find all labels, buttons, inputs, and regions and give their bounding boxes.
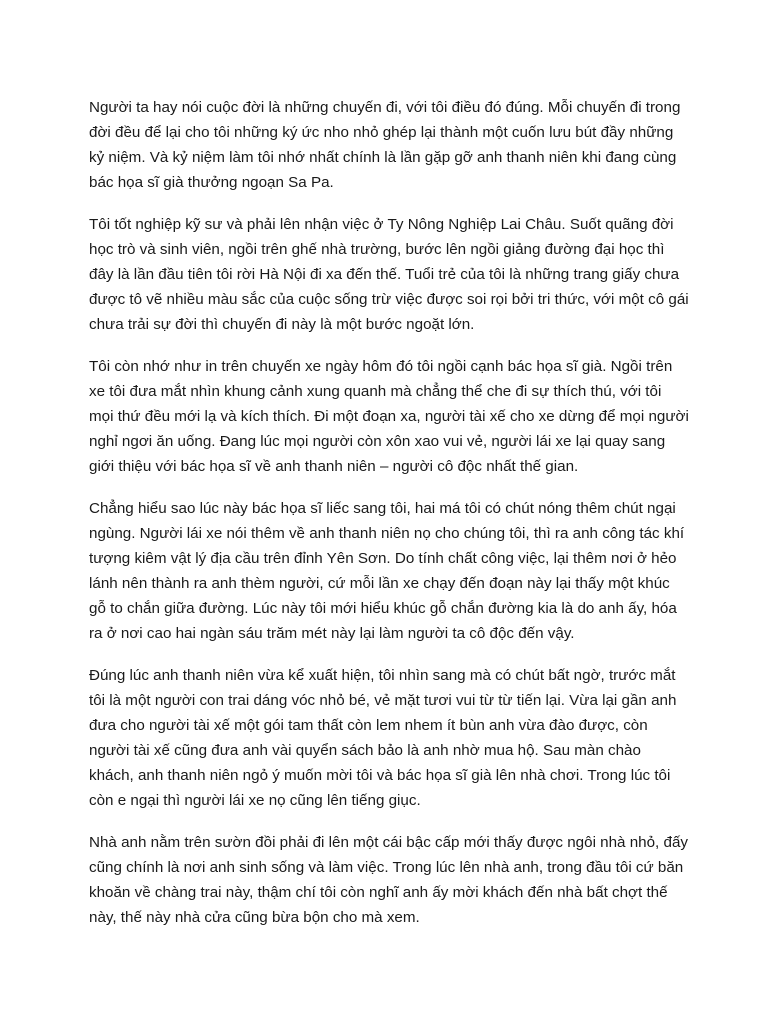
paragraph-4: Chẳng hiểu sao lúc này bác họa sĩ liếc sang tôi, hai má tôi có chút nóng thêm chút ngại ngùng. Người lái xe nói thêm về anh thanh niên nọ cho chúng tôi, thì ra anh công tác khí tượng kiêm vật lý địa cầu trên đỉnh Yên Sơn. Do tính chất công việc, lại thêm nơi ở hẻo lánh nên thành ra anh thèm người, cứ mỗi lần xe chạy đến đoạn này lại thấy một khúc gỗ to chắn giữa đường. Lúc này tôi mới hiểu khúc gỗ chắn đường kia là do anh ấy, hóa ra ở nơi cao hai ngàn sáu trăm mét này lại làm người ta cô độc đến vậy.	[89, 500, 685, 642]
paragraph-5: Đúng lúc anh thanh niên vừa kể xuất hiện, tôi nhìn sang mà có chút bất ngờ, trước mắt tôi là một người con trai dáng vóc nhỏ bé, vẻ mặt tươi vui từ từ tiến lại. Vừa lại gần anh đưa cho người tài xế một gói tam thất còn lem nhem ít bùn anh vừa đào được, còn người tài xế cũng đưa anh vài quyển sách bảo là anh nhờ mua hộ. Sau màn chào khách, anh thanh niên ngỏ ý muốn mời tôi và bác họa sĩ già lên nhà chơi. Trong lúc tôi còn e ngại thì người lái xe nọ cũng lên tiếng giục.	[89, 667, 677, 809]
document-page	[89, 95, 689, 947]
paragraph-3: Tôi còn nhớ như in trên chuyến xe ngày hôm đó tôi ngồi cạnh bác họa sĩ già. Ngồi trên xe tôi đưa mắt nhìn khung cảnh xung quanh mà chẳng thể che đi sự thích thú, với tôi mọi thứ đều mới lạ và kích thích. Đi một đoạn xa, người tài xế cho xe dừng để mọi người nghỉ ngơi ăn uống. Đang lúc mọi người còn xôn xao vui vẻ, người lái xe lại quay sang giới thiệu với bác họa sĩ về anh thanh niên – người cô độc nhất thế gian.	[89, 358, 689, 475]
paragraph-2: Tôi tốt nghiệp kỹ sư và phải lên nhận việc ở Ty Nông Nghiệp Lai Châu. Suốt quãng đời học trò và sinh viên, ngồi trên ghế nhà trường, bước lên ngồi giảng đường đại học thì đây là lần đầu tiên tôi rời Hà Nội đi xa đến thế. Tuổi trẻ của tôi là những trang giấy chưa được tô vẽ nhiều màu sắc của cuộc sống trừ việc được soi rọi bởi tri thức, với một cô gái chưa trải sự đời thì chuyến đi này là một bước ngoặt lớn.	[89, 216, 689, 333]
paragraph-1: Người ta hay nói cuộc đời là những chuyến đi, với tôi điều đó đúng. Mỗi chuyến đi trong đời đều để lại cho tôi những ký ức nho nhỏ ghép lại thành một cuốn lưu bút đầy những kỷ niệm. Và kỷ niệm làm tôi nhớ nhất chính là lần gặp gỡ anh thanh niên khi đang cùng bác họa sĩ già thưởng ngoạn Sa Pa.	[89, 99, 681, 191]
paragraph-6: Nhà anh nằm trên sườn đồi phải đi lên một cái bậc cấp mới thấy được ngôi nhà nhỏ, đấy cũng chính là nơi anh sinh sống và làm việc. Trong lúc lên nhà anh, trong đầu tôi cứ băn khoăn về chàng trai này, thậm chí tôi còn nghĩ anh ấy mời khách đến nhà bất chợt thế này, thế này nhà cửa cũng bừa bộn cho mà xem.	[89, 834, 688, 926]
